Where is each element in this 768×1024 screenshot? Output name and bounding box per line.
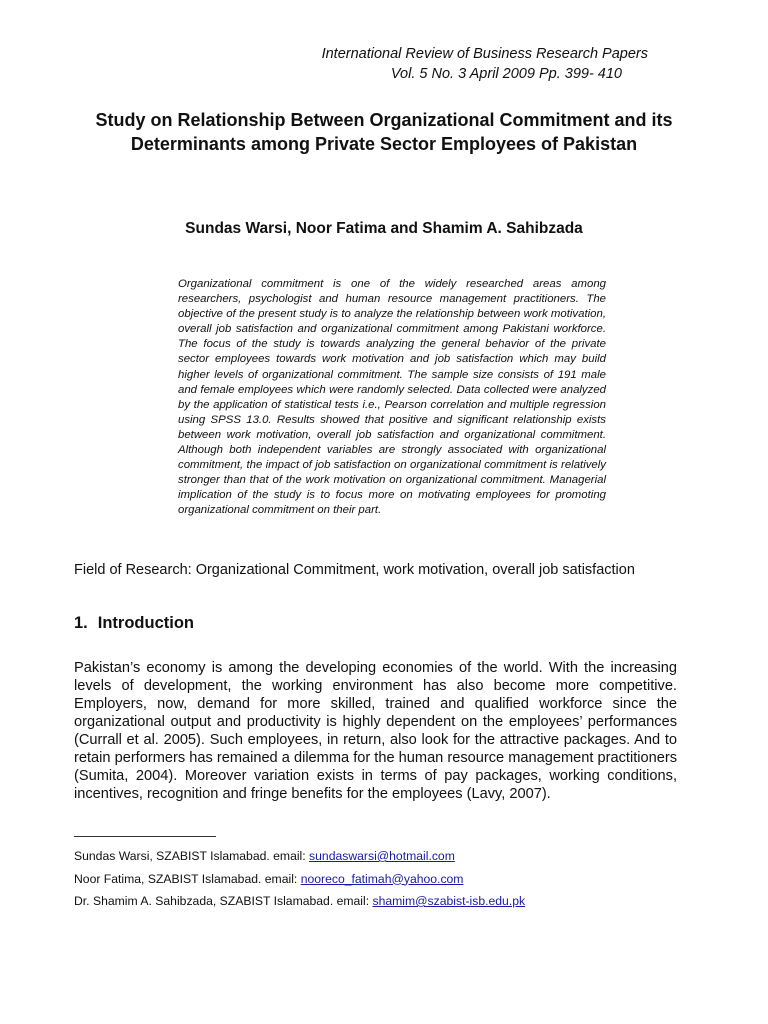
section-number: 1.	[74, 614, 88, 632]
footnote-email-link[interactable]: shamim@szabist-isb.edu.pk	[372, 894, 526, 908]
footnote-text: Dr. Shamim A. Sahibzada, SZABIST Islamabad. email:	[74, 894, 373, 908]
paper-title: Study on Relationship Between Organizational Commitment and its Determinants among Private Sector Employees of Pakistan	[95, 110, 673, 154]
footnotes	[74, 845, 525, 913]
footnote-text: Sundas Warsi, SZABIST Islamabad. email:	[74, 849, 310, 863]
footnote-email-link[interactable]: nooreco_fatimah@yahoo.com	[300, 871, 464, 886]
journal-header	[322, 44, 648, 84]
footnote-text: Noor Fatima, SZABIST Islamabad. email:	[74, 871, 301, 886]
abstract: Organizational commitment is one of the widely researched areas among researchers, psychologist and human resource management practitioners. The objective of the present study is to analyze the relationship between work motivation, overall job satisfaction and organizational commitment among Pakistani workforce. The focus of the study is towards analyzing the general behavior of the private sector employees towards work motivation and job satisfaction which may build higher levels of organizational commitment. The sample size consists of 191 male and female employees which were randomly selected. Data collected were analyzed by the application of statistical tests i.e., Pearson correlation and multiple regression using SPSS 13.0. Results showed that positive and significant relationship exists between work motivation, overall job satisfaction and organizational commitment. Although both independent variables are strongly associated with organizational commitment, the impact of job satisfaction on organizational commitment is relatively stronger than that of the work motivation on organizational commitment. Managerial implication of the study is to focus more on motivating employees for promoting organizational commitment on their part.	[178, 278, 606, 517]
intro-paragraph: Pakistan’s economy is among the developing economies of the world. With the increasing levels of development, the working environment has also become more competitive. Employers, now, demand for more skilled, trained and qualified workforce since the organizational output and productivity is highly dependent on the employees’ performances (Currall et al. 2005). Such employees, in return, also look for the attractive packages. And to retain performers has remained a dilemma for the human resource management practitioners (Sumita, 2004). Moreover variation exists in terms of pay packages, working conditions, incentives, recognition and fringe benefits for the employees (Lavy, 2007).	[74, 660, 677, 802]
footnote-divider	[74, 836, 216, 837]
field-of-research: Field of Research: Organizational Commitment, work motivation, overall job satisfaction	[74, 562, 635, 578]
footnote-item	[74, 868, 525, 891]
section-title: Introduction	[97, 614, 194, 632]
footnote-item	[74, 890, 525, 913]
paper-authors: Sundas Warsi, Noor Fatima and Shamim A. Sahibzada	[185, 220, 583, 237]
footnote-item	[74, 845, 525, 868]
footnote-email-link[interactable]: sundaswarsi@hotmail.com	[309, 849, 455, 863]
journal-issue: Vol. 5 No. 3 April 2009 Pp. 399- 410	[390, 66, 622, 82]
journal-name: International Review of Business Research Papers	[321, 46, 648, 62]
section-heading-introduction	[74, 614, 194, 633]
